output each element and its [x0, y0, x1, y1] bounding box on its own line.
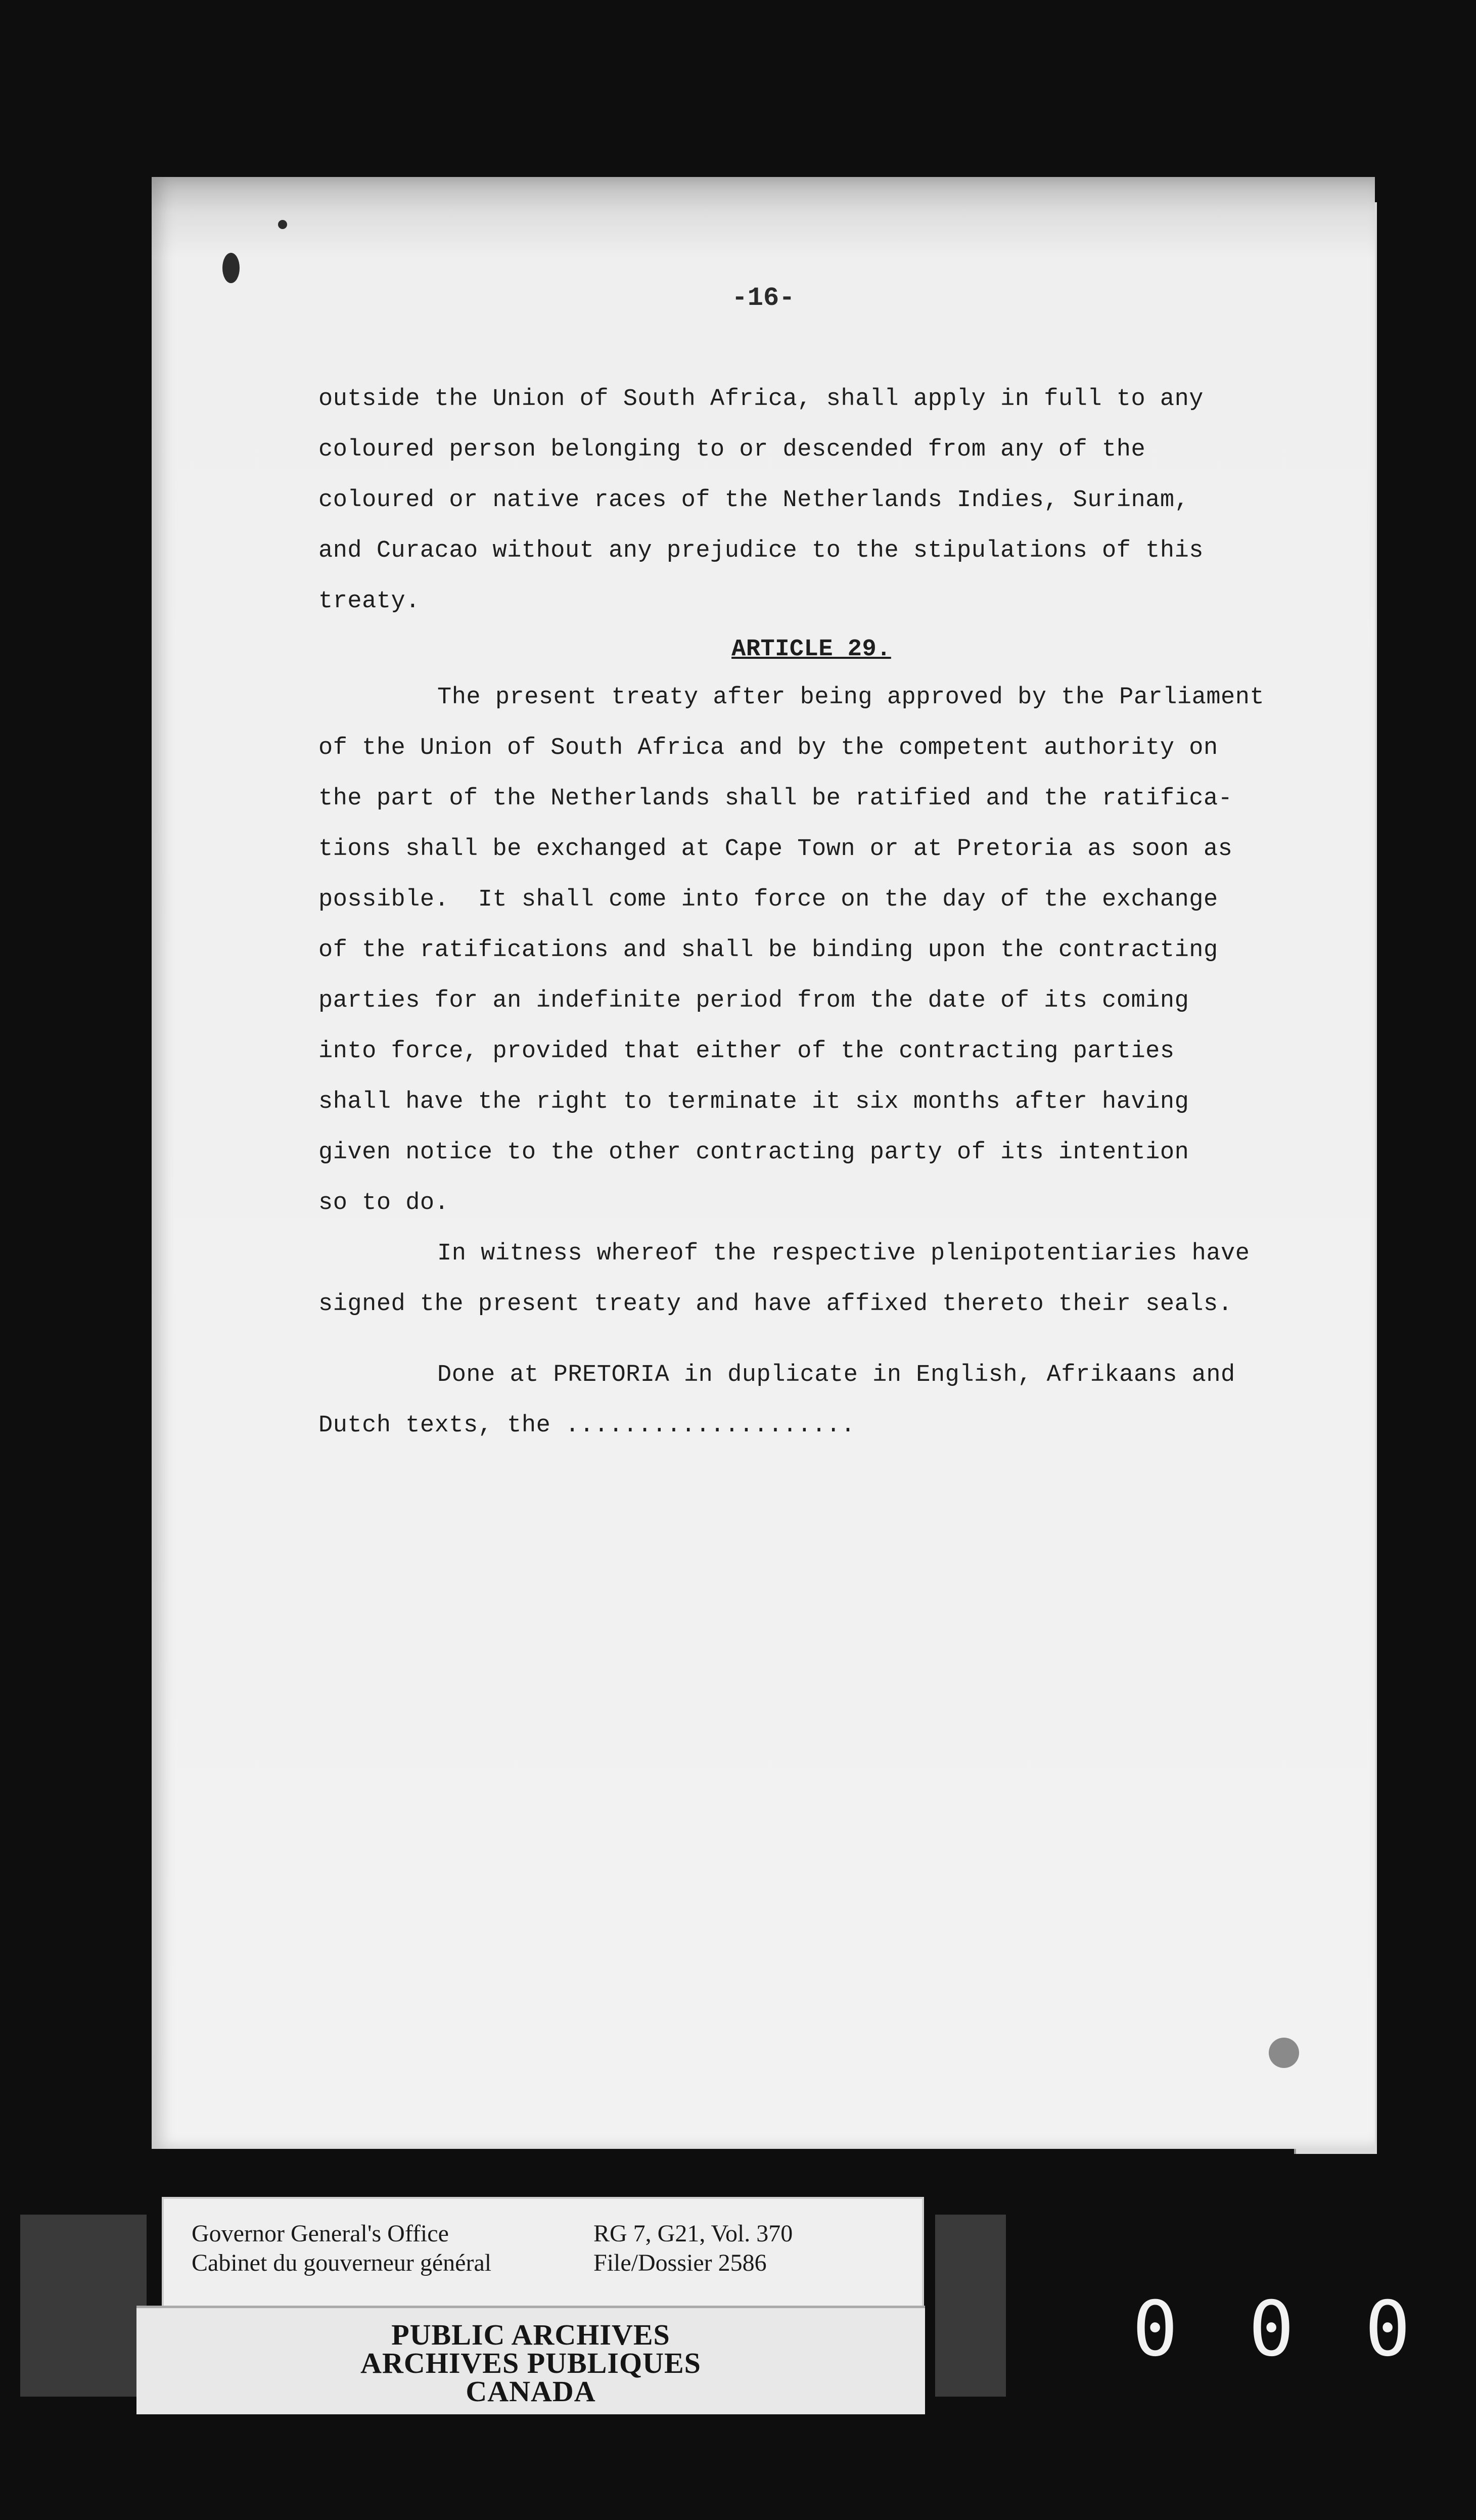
page-number: -16- [731, 283, 795, 313]
paper-spot [1269, 2038, 1299, 2068]
text-line: treaty. [318, 588, 420, 615]
text-line: The present treaty after being approved by the Parliament [437, 684, 1265, 711]
text-line: parties for an indefinite period from the date of its coming [318, 987, 1189, 1014]
label-side-block-left [20, 2215, 147, 2397]
archive-reference-label [162, 2197, 924, 2310]
ink-blot [222, 253, 240, 283]
archives-stamp-text [136, 2318, 925, 2408]
text-line: the part of the Netherlands shall be ratified and the ratifica- [318, 785, 1233, 812]
text-line: of the ratifications and shall be binding upon the contracting [318, 937, 1218, 964]
text-line: given notice to the other contracting party of its intention [318, 1139, 1189, 1166]
ink-speck [278, 220, 287, 229]
text-line: and Curacao without any prejudice to the stipulations of this [318, 537, 1204, 564]
file-number: File/Dossier 2586 [593, 2249, 767, 2276]
label-side-block-right [935, 2215, 1006, 2397]
archives-stamp [136, 2306, 925, 2414]
article-heading: ARTICLE 29. [731, 636, 891, 663]
frame-counter-digit: 0 [1132, 2285, 1178, 2373]
text-line: shall have the right to terminate it six months after having [318, 1089, 1189, 1115]
document-page [152, 177, 1375, 2149]
text-line: coloured or native races of the Netherlands Indies, Surinam, [318, 487, 1189, 514]
stamp-line: PUBLIC ARCHIVES [391, 2318, 670, 2351]
text-line: of the Union of South Africa and by the competent authority on [318, 735, 1218, 761]
text-line: tions shall be exchanged at Cape Town or at Pretoria as soon as [318, 836, 1233, 863]
text-line: into force, provided that either of the contracting parties [318, 1038, 1175, 1065]
text-line: Dutch texts, the .................... [318, 1412, 856, 1439]
record-group: RG 7, G21, Vol. 370 [593, 2220, 793, 2247]
text-line: Done at PRETORIA in duplicate in English, Afrikaans and [437, 1362, 1235, 1388]
paragraph-gap [318, 1330, 1304, 1350]
text-line: possible. It shall come into force on the day of the exchange [318, 886, 1218, 913]
text-line: In witness whereof the respective plenipotentiaries have [437, 1240, 1250, 1267]
text-line: so to do. [318, 1190, 449, 1217]
text-line: outside the Union of South Africa, shall apply in full to any [318, 386, 1204, 413]
frame-counter-digit: 0 [1365, 2285, 1411, 2373]
stamp-line: ARCHIVES PUBLIQUES [360, 2347, 701, 2379]
document-body [318, 374, 1304, 1451]
frame-counter-digit: 0 [1249, 2285, 1295, 2373]
stamp-line: CANADA [466, 2375, 596, 2408]
office-english: Governor General's Office [192, 2220, 449, 2247]
text-line: signed the present treaty and have affixed thereto their seals. [318, 1291, 1233, 1318]
text-line: coloured person belonging to or descended from any of the [318, 436, 1146, 463]
office-french: Cabinet du gouverneur général [192, 2249, 492, 2276]
office-names [192, 2219, 491, 2278]
file-reference [593, 2219, 793, 2278]
